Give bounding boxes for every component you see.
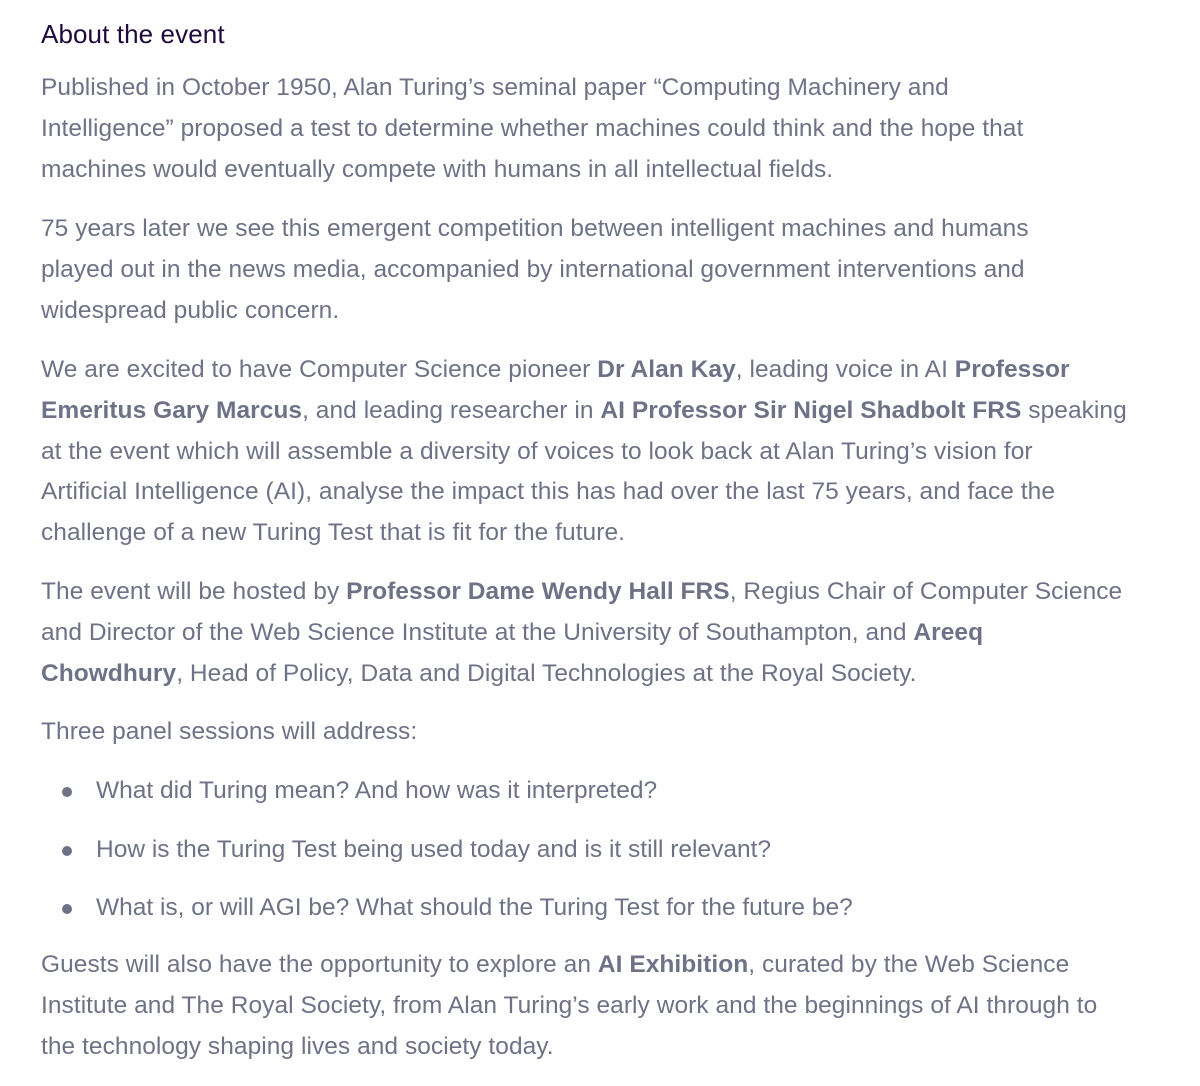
session-text: How is the Turing Test being used today and is it still relevant? (96, 835, 772, 863)
panel-sessions-list (41, 771, 1191, 947)
paragraph-text: , Head of Policy, Data and Digital Technologies at the Royal Society. (176, 659, 917, 687)
list-item (41, 771, 1191, 830)
paragraph-text: speaking (1021, 396, 1127, 424)
paragraph-line: played out in the news media, accompanied by international government interventions and (41, 255, 1025, 283)
paragraph-line: challenge of a new Turing Test that is fit for the future. (41, 519, 625, 547)
paragraph-line: Intelligence” proposed a test to determine whether machines could think and the hope that (41, 114, 1024, 142)
paragraph-text: Guests will also have the opportunity to explore an (41, 951, 598, 978)
paragraph-text: and Director of the Web Science Institute at the University of Southampton, and (41, 618, 914, 646)
section-title: About the event (41, 19, 225, 49)
session-text: What did Turing mean? And how was it interpreted? (96, 777, 658, 804)
host-wendy-hall: Professor Dame Wendy Hall FRS (346, 578, 730, 605)
paragraph-speakers (41, 350, 1191, 554)
ai-exhibition-highlight: AI Exhibition (597, 951, 749, 978)
list-item (41, 830, 1191, 889)
paragraph-line: widespread public concern. (41, 296, 340, 324)
paragraph-line: Artificial Intelligence (AI), analyse the impact this has had over the last 75 years, and face the (41, 478, 1056, 506)
paragraph-hosts (41, 572, 1191, 694)
paragraph-text: The event will be hosted by (41, 578, 347, 605)
host-areeq-chowdhury: Chowdhury (41, 659, 177, 687)
bullet-icon (62, 846, 72, 856)
paragraph-line: Institute and The Royal Society, from Alan Turing’s early work and the beginnings of AI through to (41, 991, 1098, 1019)
paragraph-line: machines would eventually compete with humans in all intellectual fields. (41, 155, 834, 183)
speaker-nigel-shadbolt: AI Professor Sir Nigel Shadbolt FRS (600, 396, 1022, 424)
paragraph-line: 75 years later we see this emergent competition between intelligent machines and humans (41, 215, 1029, 242)
paragraph-75-years-later (41, 209, 1191, 331)
paragraph-text: , and leading researcher in (302, 396, 601, 424)
speaker-alan-kay: Dr Alan Kay (597, 356, 736, 383)
list-item (41, 888, 1191, 947)
host-areeq-first: Areeq (913, 618, 984, 646)
bullet-icon (62, 787, 72, 797)
session-text: What is, or will AGI be? What should the Turing Test for the future be? (96, 894, 853, 921)
paragraph-line: Published in October 1950, Alan Turing’s seminal paper “Computing Machinery and (41, 74, 949, 101)
paragraph-text: We are excited to have Computer Science pioneer (41, 356, 598, 383)
paragraph-exhibition (41, 945, 1191, 1067)
paragraph-line: the technology shaping lives and society today. (41, 1032, 554, 1060)
paragraph-text: , leading voice in AI (735, 356, 955, 383)
paragraph-turing-paper (41, 68, 1191, 190)
paragraph-text: , Regius Chair of Computer Science (729, 578, 1123, 605)
speaker-gary-marcus: Emeritus Gary Marcus (41, 396, 303, 424)
paragraph-line: at the event which will assemble a diversity of voices to look back at Alan Turing’s vision for (41, 437, 1033, 465)
paragraph-text: , curated by the Web Science (748, 951, 1070, 978)
speaker-gary-marcus-title: Professor (954, 356, 1070, 383)
paragraph-panel-intro: Three panel sessions will address: (41, 718, 418, 745)
bullet-icon (62, 904, 72, 914)
